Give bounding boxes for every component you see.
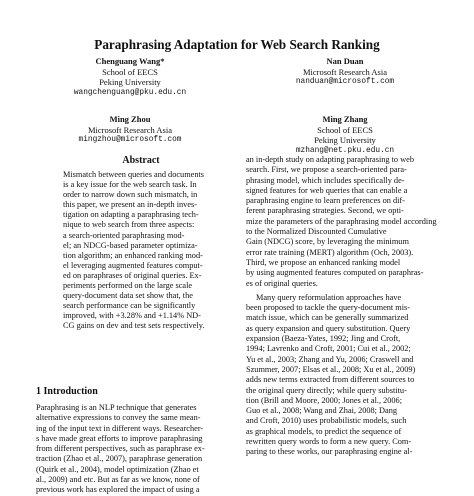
- text-line: phrasing model, which includes specifically de-: [246, 175, 405, 185]
- right-column: [246, 155, 452, 458]
- text-line: Yu et al., 2003; Zhang and Yu, 2006; Craswell and: [246, 354, 414, 364]
- text-line: Szummer, 2007; Elsas et al., 2008; Xu et al., 2009): [246, 364, 416, 374]
- text-line: signed features for web queries that can enable a: [246, 185, 408, 195]
- text-line: s have made great efforts to improve paraphrasing: [36, 433, 203, 443]
- text-line: match issue, which can be generally summarized: [246, 313, 409, 323]
- text-line: el; an NDCG-based parameter optimiza-: [63, 240, 198, 250]
- text-line: mize the parameters of the paraphrasing model according: [246, 216, 437, 226]
- text-line: al., 2009) and etc. But as far as we know, none of: [36, 475, 200, 485]
- text-line: and Croft, 2010) uses probabilistic models, such: [246, 416, 407, 426]
- text-line: search performance can be significantly: [63, 301, 196, 311]
- author-email: wangchenguang@pku.edu.cn: [73, 88, 187, 97]
- text-line: el leveraging augmented features comput-: [63, 260, 203, 270]
- text-line: from different perspectives, such as paraphrase ex-: [36, 444, 205, 454]
- author-name: Ming Zhou: [109, 114, 151, 124]
- text-line: previous work has explored the impact of using a: [36, 485, 200, 495]
- text-line: order to narrow down such mismatch, in: [63, 190, 198, 200]
- author-email: nanduan@microsoft.com: [295, 78, 395, 87]
- text-line: been proposed to tackle the query-document mis-: [246, 303, 411, 313]
- text-line: this paper, we present an in-depth inves-: [63, 200, 197, 210]
- paragraph: [246, 293, 452, 458]
- author-name: Ming Zhang: [322, 114, 368, 124]
- text-line: is a key issue for the web search task. In: [63, 180, 197, 190]
- text-line: periments performed on the large scale: [63, 281, 193, 291]
- author-affiliation: Microsoft Research Asia: [87, 124, 173, 135]
- author-institution: Peking University: [314, 135, 376, 146]
- text-line: the original query directly; while query substitu-: [246, 385, 407, 395]
- text-line: 1994; Lavrenko and Croft, 2001; Cui et al., 2002;: [246, 344, 411, 354]
- abstract-body: [63, 170, 218, 332]
- text-line: as graphical models, to predict the sequence of: [246, 426, 402, 436]
- text-line: an in-depth study on adapting paraphrasing to web: [246, 155, 414, 164]
- text-line: adds new terms extracted from different sources to: [246, 375, 415, 385]
- paper-title: Paraphrasing Adaptation for Web Search Ranking: [94, 37, 380, 52]
- text-line: traction (Zhao et al., 2007), paraphrase generation: [36, 454, 203, 464]
- author-block: [255, 114, 435, 156]
- text-line: Mismatch between queries and documents: [63, 170, 205, 179]
- text-line: ed on paraphrases of original queries. Ex-: [63, 270, 202, 280]
- text-line: tigation on adapting a paraphrasing tech-: [63, 210, 199, 220]
- author-name: Chenguang Wang*: [95, 56, 165, 66]
- text-line: query-document data set show that, the: [63, 291, 193, 301]
- text-line: Guo et al., 2008; Wang and Zhai, 2008; Dang: [246, 406, 398, 416]
- text-line: tion (Brill and Moore, 2000; Jones et al., 2006;: [246, 395, 403, 405]
- text-line: alternative expressions to convey the same mean-: [36, 413, 201, 423]
- text-line: tion algorithm; an enhanced ranking mod-: [63, 250, 203, 260]
- paragraph: [246, 155, 452, 289]
- text-line: CG gains on dev and test sets respectively.: [63, 321, 205, 331]
- text-line: expansion (Baeza-Yates, 1992; Jing and Croft,: [246, 334, 401, 344]
- text-line: improved, with +3.28% and +1.14% ND-: [63, 311, 201, 321]
- author-email: mingzhou@microsoft.com: [78, 136, 182, 145]
- text-line: ing of the input text in different ways. Researcher-: [36, 423, 204, 433]
- text-line: paring to these works, our paraphrasing engine al-: [246, 447, 413, 457]
- text-line: Many query reformulation approaches have: [256, 292, 402, 302]
- text-line: es of original queries.: [246, 278, 318, 288]
- text-line: as query expansion and query substitution. Query: [246, 323, 411, 333]
- text-line: error rate training (MERT) algorithm (Och, 2003).: [246, 247, 414, 257]
- author-institution: Peking University: [99, 77, 161, 88]
- author-block: [40, 56, 220, 98]
- text-line: by using augmented features computed on paraphras-: [246, 268, 424, 278]
- text-line: to the Normalized Discounted Cumulative: [246, 227, 387, 237]
- text-line: Gain (NDCG) score, by leveraging the minimum: [246, 237, 409, 247]
- author-name: Nan Duan: [326, 56, 364, 66]
- text-line: search. First, we propose a search-oriented para-: [246, 165, 407, 175]
- text-line: ferent paraphrasing strategies. Second, we opti-: [246, 206, 404, 216]
- author-block: [255, 56, 435, 88]
- text-line: paraphrasing engine to learn preferences on dif-: [246, 196, 405, 206]
- author-email: mzhang@net.pku.edu.cn: [295, 146, 395, 155]
- author-affiliation: School of EECS: [102, 66, 158, 77]
- text-line: (Quirk et al., 2004), model optimization (Zhao et: [36, 464, 199, 474]
- introduction-body: [36, 403, 244, 496]
- author-affiliation: Microsoft Research Asia: [302, 66, 388, 77]
- text-line: a search-oriented paraphrasing mod-: [63, 230, 185, 240]
- text-line: Third, we propose an enhanced ranking model: [246, 257, 401, 267]
- text-line: Paraphrasing is an NLP technique that generates: [36, 403, 197, 412]
- author-block: [40, 114, 220, 146]
- abstract-heading: Abstract: [122, 155, 160, 166]
- author-affiliation: School of EECS: [317, 124, 373, 135]
- introduction-heading: 1 Introduction: [36, 386, 98, 397]
- text-line: nique to web search from three aspects:: [63, 220, 195, 230]
- text-line: rewritten query words to form a new query. Com-: [246, 437, 412, 447]
